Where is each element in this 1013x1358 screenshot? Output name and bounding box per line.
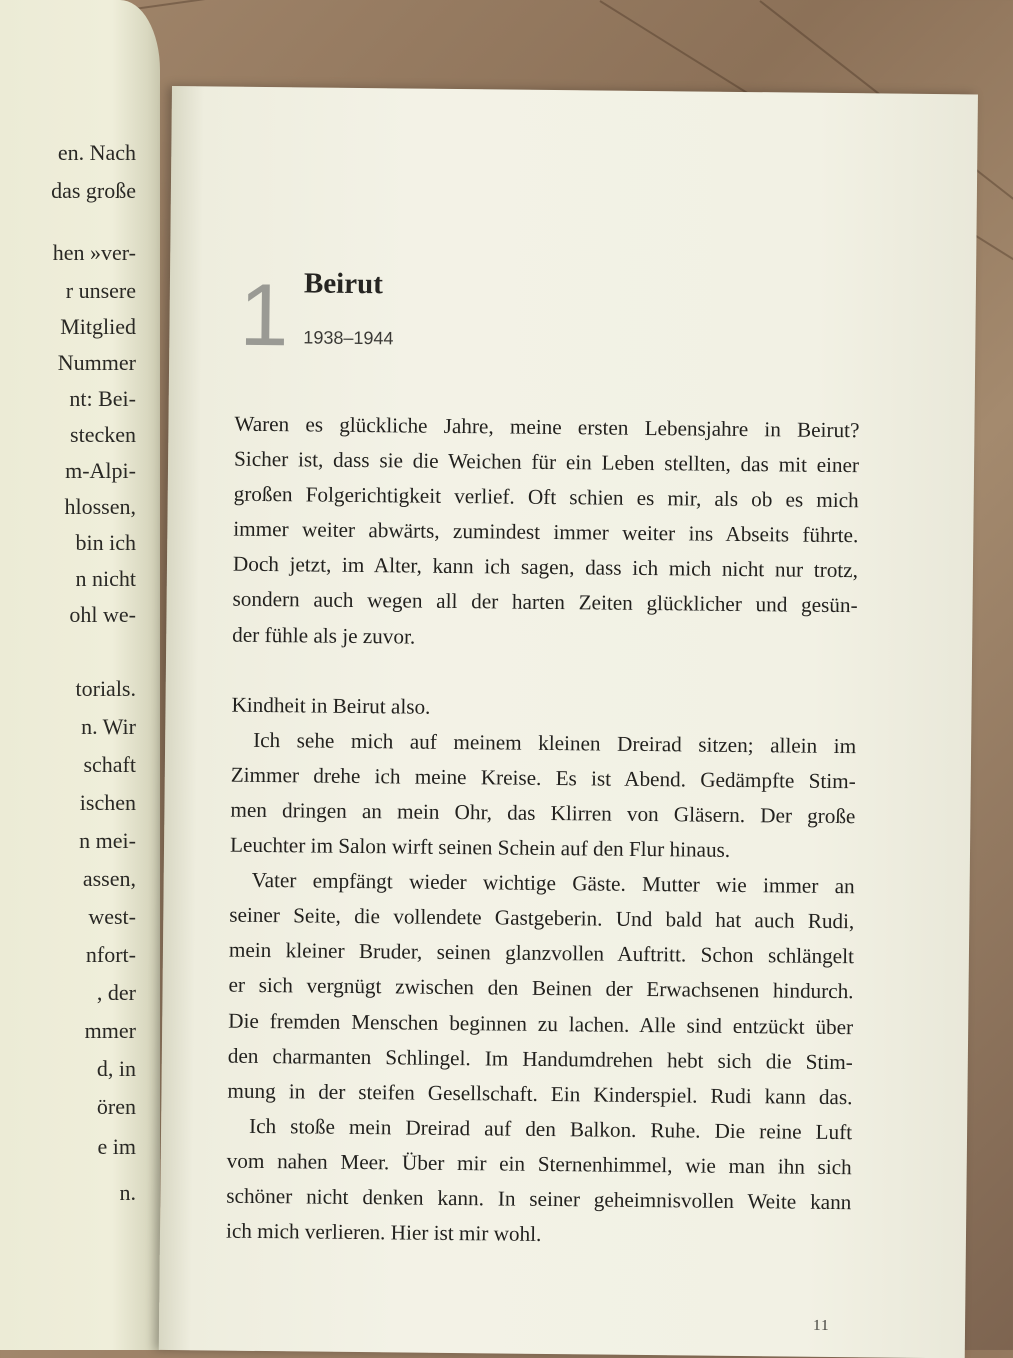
text-line: er sich vergnügt zwischen den Beinen der Erwachsenen hindurch. — [228, 973, 854, 1004]
left-page-line: hlossen, — [64, 494, 136, 519]
left-page-line: mmer — [84, 1018, 136, 1043]
text-line: mein kleiner Bruder, seinen glanzvollen Auftritt. Schon schlängelt — [228, 937, 855, 969]
left-page-line: stecken — [70, 422, 136, 447]
left-page-line: nfort- — [85, 942, 136, 967]
text-line: Ich stoße mein Dreirad auf den Balkon. Ruhe. Die reine Luft — [248, 1113, 853, 1144]
left-page-line: das große — [51, 178, 136, 203]
floor-seam — [120, 0, 417, 12]
chapter-title: Beirut — [303, 267, 384, 301]
text-line: schöner nicht denken kann. In seiner geheimnisvollen Weite kann — [226, 1183, 852, 1215]
text-line: immer weiter abwärts, zumindest immer weiter ins Abseits führte. — [233, 516, 859, 548]
left-page-line: bin ich — [75, 530, 136, 555]
left-page-line: d, in — [96, 1056, 136, 1081]
left-page-line: torials. — [75, 676, 136, 701]
left-page-line: Mitglied — [60, 314, 136, 339]
left-page-line: r unsere — [65, 278, 136, 303]
text-line: Vater empfängt wieder wichtige Gäste. Mutter wie immer an — [251, 868, 855, 899]
left-page-line: Nummer — [57, 350, 136, 375]
text-line: sondern auch wegen all der harten Zeiten glücklicher und gesün- — [232, 587, 858, 618]
left-page-line: nt: Bei- — [69, 386, 136, 411]
text-line: den charmanten Schlingel. Im Handumdrehen hebt sich die Stim- — [227, 1043, 853, 1074]
text-line: Die fremden Menschen beginnen zu lachen. Alle sind entzückt über — [228, 1008, 854, 1039]
left-page — [0, 0, 160, 1350]
text-line: men dringen an mein Ohr, das Klirren von Gläsern. Der große — [230, 797, 856, 829]
chapter-years: 1938–1944 — [303, 327, 394, 349]
text-line: großen Folgerichtigkeit verlief. Oft schien es mir, als ob es mich — [233, 481, 859, 513]
text-line: Sicher ist, dass sie die Weichen für ein Leben stellten, das mit einer — [233, 446, 860, 478]
text-line: seiner Seite, die vollendete Gastgeberin. Und bald hat auch Rudi, — [229, 902, 855, 934]
text-line: Leuchter im Salon wirft seinen Schein auf den Flur hinaus. — [229, 832, 731, 862]
page-number: 11 — [812, 1317, 830, 1334]
text-line: Waren es glückliche Jahre, meine ersten Lebensjahre in Beirut? — [234, 411, 860, 443]
right-page — [159, 86, 978, 1358]
left-page-line: n nicht — [75, 566, 136, 591]
left-page-line: ören — [96, 1094, 136, 1119]
left-page-line: ohl we- — [69, 602, 136, 627]
left-page-line: n mei- — [79, 828, 136, 853]
left-page-line: hen »ver- — [52, 240, 136, 265]
left-page-line: schaft — [83, 752, 136, 777]
left-page-line: ischen — [79, 790, 136, 815]
text-line: der fühle als je zuvor. — [232, 622, 416, 649]
left-page-line: west- — [88, 904, 136, 929]
left-page-line: n. — [119, 1180, 136, 1205]
chapter-body — [226, 407, 860, 1256]
left-page-line: e im — [97, 1134, 136, 1159]
text-line: Zimmer drehe ich meine Kreise. Es ist Abend. Gedämpfte Stim- — [230, 762, 856, 794]
left-page-line: assen, — [82, 866, 136, 891]
left-page-line: m-Alpi- — [65, 458, 136, 483]
left-page-line: en. Nach — [57, 140, 136, 165]
text-line: vom nahen Meer. Über mir ein Sternenhimmel, wie man ihn sich — [226, 1148, 852, 1180]
text-line: Ich sehe mich auf meinem kleinen Dreirad sitzen; allein im — [253, 727, 857, 758]
text-line: ich mich verlieren. Hier ist mir wohl. — [225, 1218, 542, 1246]
text-line: Doch jetzt, im Alter, kann ich sagen, dass ich mich nicht nur trotz, — [232, 552, 859, 583]
text-line: mung in der steifen Gesellschaft. Ein Kinderspiel. Rudi kann das. — [227, 1078, 853, 1109]
text-line: Kindheit in Beirut also. — [231, 692, 431, 719]
left-page-line: , der — [96, 980, 136, 1005]
chapter-number: 1 — [239, 264, 290, 365]
left-page-line: n. Wir — [81, 714, 136, 739]
